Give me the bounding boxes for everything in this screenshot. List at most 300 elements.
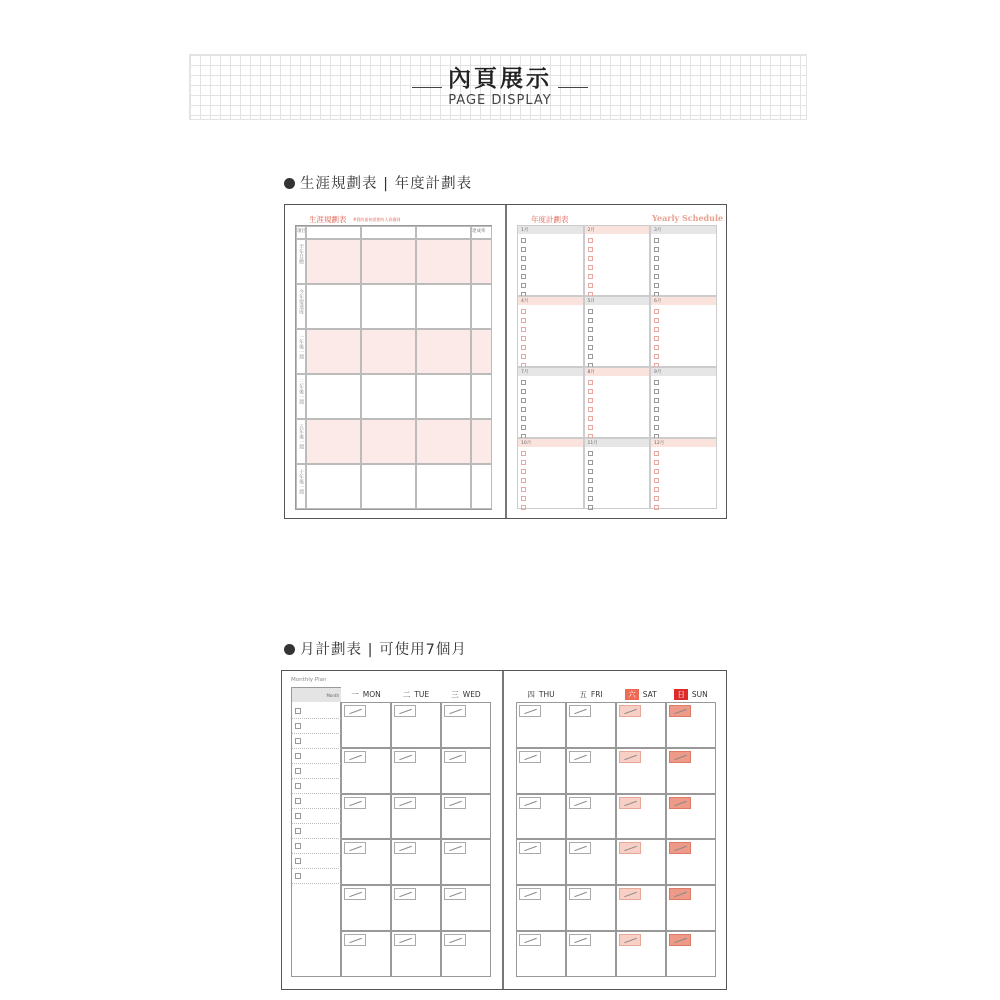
career-row-label [296,284,306,329]
calendar-cell [566,702,616,748]
calendar-cell [566,839,616,885]
section-monthly-label [284,638,467,659]
career-item-header: 項目 [297,229,306,234]
date-box [569,751,591,763]
monthly-title: Monthly Plan [291,677,327,683]
checkbox-icon [521,380,526,385]
date-box [619,705,641,717]
checkbox-icon [295,813,301,819]
day-zh: 一 [351,690,359,699]
calendar-cell [616,702,666,748]
calendar-cell [391,748,441,794]
checkbox-icon [588,389,593,394]
calendar-cell [666,794,716,840]
bullet-dot-icon [284,644,295,655]
date-box [519,888,541,900]
month-block [517,438,584,509]
career-cell [471,329,492,374]
calendar-cell [341,794,391,840]
todo-line [292,778,341,779]
calendar-cell [666,931,716,977]
date-box [519,751,541,763]
day-header [666,687,716,702]
career-row-text: 十年後一週 [298,469,304,494]
month-block [650,438,717,509]
date-box [394,842,416,854]
month-label: 8月 [587,370,595,375]
date-box [444,751,466,763]
checkbox-icon [295,798,301,804]
checkbox-icon [521,354,526,359]
checkbox-icon [521,345,526,350]
calendar-left [341,687,491,977]
checkbox-icon [654,327,659,332]
month-label: 2月 [587,228,595,233]
date-box [344,751,366,763]
todo-line [292,808,341,809]
checkbox-icon [521,238,526,243]
checkbox-icon [521,274,526,279]
checkbox-icon [588,318,593,323]
calendar-cell [566,931,616,977]
book-spine [505,205,507,518]
date-box [619,934,641,946]
month-header [585,226,650,234]
checkbox-icon [654,407,659,412]
date-box [569,842,591,854]
checkbox-icon [654,505,659,510]
month-block [517,367,584,438]
book-spine [502,671,504,989]
checkbox-icon [295,768,301,774]
career-row-label [296,374,306,419]
date-box [344,797,366,809]
todo-line [292,838,341,839]
date-box [669,705,691,717]
date-box [669,888,691,900]
checkbox-icon [588,451,593,456]
day-en: TUE [414,690,430,699]
date-box [444,888,466,900]
career-cell [416,374,471,419]
month-header [585,368,650,376]
calendar-cell [391,931,441,977]
checkbox-icon [588,327,593,332]
calendar-cell [341,748,391,794]
checkbox-icon [295,753,301,759]
date-box [519,842,541,854]
calendar-cell [616,839,666,885]
yearly-grid [517,225,717,510]
date-box [669,797,691,809]
career-cell [416,464,471,509]
checkbox-icon [654,380,659,385]
checkbox-icon [588,247,593,252]
day-en: FRI [590,690,603,699]
career-cell [361,284,416,329]
date-box [569,797,591,809]
checkbox-icon [654,238,659,243]
day-zh: 四 [527,690,535,699]
checkbox-icon [521,496,526,501]
checkbox-icon [521,487,526,492]
career-row-text: 一年後一週 [298,334,304,359]
checkbox-icon [295,873,301,879]
calendar-cell [341,885,391,931]
month-header [585,297,650,305]
career-rate-header: 達成率 [472,229,486,234]
date-box [569,888,591,900]
checkbox-icon [521,451,526,456]
month-label-cell [292,688,341,702]
month-header [518,226,583,234]
month-label: 5月 [587,299,595,304]
date-box [669,751,691,763]
month-label: 7月 [521,370,529,375]
checkbox-icon [654,487,659,492]
yearly-title-en: Yearly Schedule [652,213,724,223]
checkbox-icon [295,783,301,789]
career-row-text: 半年目標 [298,244,304,264]
checkbox-icon [588,354,593,359]
career-row-label [296,239,306,284]
checkbox-icon [588,398,593,403]
checkbox-icon [588,309,593,314]
checkbox-icon [295,738,301,744]
career-row-label [296,464,306,509]
checkbox-icon [521,398,526,403]
page-title [0,60,1000,93]
career-title: 生涯規劃表 [309,215,347,224]
checkbox-icon [588,496,593,501]
month-block [517,296,584,367]
career-cell [361,419,416,464]
checkbox-icon [588,487,593,492]
calendar-cell [341,931,391,977]
career-row-text: 今年要達成 [298,289,304,314]
date-box [394,797,416,809]
career-cell [416,329,471,374]
checkbox-icon [654,345,659,350]
month-label: 11月 [587,441,598,446]
date-box [619,842,641,854]
career-row-text: 五年後一週 [298,424,304,449]
career-cell [306,284,361,329]
career-header-cell [471,226,492,239]
checkbox-icon [521,256,526,261]
checkbox-icon [588,460,593,465]
calendar-cell [616,931,666,977]
calendar-cell [666,748,716,794]
checkbox-icon [521,247,526,252]
calendar-cell [441,931,491,977]
checkbox-icon [521,478,526,483]
month-block [584,225,651,296]
calendar-cell [516,748,566,794]
checkbox-icon [295,708,301,714]
checkbox-icon [654,256,659,261]
checkbox-icon [588,478,593,483]
career-header-cell [361,226,416,239]
date-box [344,888,366,900]
checkbox-icon [654,265,659,270]
day-header [341,687,391,702]
date-box [394,934,416,946]
checkbox-icon [521,425,526,430]
career-header-cell [296,226,306,239]
career-cell [416,419,471,464]
calendar-cell [441,885,491,931]
career-cell [471,464,492,509]
checkbox-icon [521,505,526,510]
day-zh: 五 [579,690,587,699]
date-box [394,888,416,900]
checkbox-icon [588,380,593,385]
day-zh: 六 [625,689,639,700]
date-box [619,797,641,809]
date-box [569,705,591,717]
todo-line [292,763,341,764]
checkbox-icon [521,309,526,314]
career-yearly-spread [284,204,727,519]
checkbox-icon [521,265,526,270]
calendar-cell [566,748,616,794]
calendar-cell [616,748,666,794]
career-cell [471,419,492,464]
calendar-right [516,687,716,977]
career-cell [416,239,471,284]
day-zh: 二 [402,690,411,699]
calendar-cell [516,839,566,885]
todo-line [292,748,341,749]
calendar-cell [391,794,441,840]
career-cell [361,374,416,419]
calendar-cell [616,885,666,931]
title-dash-left [412,87,442,88]
career-cell [416,284,471,329]
month-block [517,225,584,296]
calendar-cell [341,702,391,748]
day-en: SUN [691,690,708,699]
day-header [441,687,491,702]
date-box [344,934,366,946]
date-box [344,705,366,717]
section-career-text: 生涯規劃表 | 年度計劃表 [300,176,473,192]
calendar-cell [391,839,441,885]
month-label: 6月 [654,299,662,304]
checkbox-icon [521,318,526,323]
month-header [518,368,583,376]
calendar-cell [516,931,566,977]
calendar-cell [516,794,566,840]
month-label: 1月 [521,228,529,233]
day-header [616,687,666,702]
calendar-cell [391,702,441,748]
date-box [519,934,541,946]
checkbox-icon [654,336,659,341]
checkbox-icon [521,407,526,412]
checkbox-icon [654,496,659,501]
date-box [669,842,691,854]
checkbox-icon [588,425,593,430]
date-box [444,705,466,717]
monthly-spread [281,670,727,990]
checkbox-icon [654,318,659,323]
todo-line [292,853,341,854]
title-dash-right [558,87,588,88]
checkbox-icon [588,274,593,279]
calendar-cell [566,885,616,931]
career-row-text: 三年後一週 [298,379,304,404]
month-label: 12月 [654,441,665,446]
month-label: Month [326,693,339,698]
calendar-cell [341,839,391,885]
checkbox-icon [654,451,659,456]
section-career-label [284,172,472,193]
career-subtitle: #寫的最初就要的人真做到 [353,217,401,222]
checkbox-icon [654,469,659,474]
checkbox-icon [588,238,593,243]
checkbox-icon [588,265,593,270]
page-subtitle: PAGE DISPLAY [448,93,552,108]
checkbox-icon [295,858,301,864]
calendar-cell [666,839,716,885]
checkbox-icon [654,416,659,421]
checkbox-icon [588,283,593,288]
section-monthly-text: 月計劃表 | 可使用7個月 [300,642,467,658]
checkbox-icon [654,478,659,483]
todo-line [292,793,341,794]
checkbox-icon [295,843,301,849]
checkbox-icon [588,505,593,510]
month-header [651,368,716,376]
date-box [394,705,416,717]
calendar-cell [516,702,566,748]
page-title-zh: 內頁展示 [448,66,552,92]
month-block [650,367,717,438]
career-cell [361,464,416,509]
career-header-cell [416,226,471,239]
checkbox-icon [521,460,526,465]
date-box [619,751,641,763]
todo-line [292,733,341,734]
month-header [518,297,583,305]
checkbox-icon [588,469,593,474]
month-block [584,438,651,509]
career-cell [306,464,361,509]
checkbox-icon [654,460,659,465]
todo-line [292,883,341,884]
checkbox-icon [654,425,659,430]
calendar-cell [666,702,716,748]
calendar-cell [516,885,566,931]
career-cell [361,329,416,374]
career-table [295,225,492,510]
calendar-cell [666,885,716,931]
date-box [519,705,541,717]
checkbox-icon [521,389,526,394]
month-block [584,296,651,367]
date-box [669,934,691,946]
checkbox-icon [588,345,593,350]
month-block [650,296,717,367]
calendar-cell [391,885,441,931]
day-en: SAT [642,690,657,699]
checkbox-icon [588,407,593,412]
month-block [650,225,717,296]
checkbox-icon [654,274,659,279]
month-header [651,297,716,305]
date-box [394,751,416,763]
career-cell [306,374,361,419]
career-cell [306,329,361,374]
date-box [344,842,366,854]
date-box [619,888,641,900]
month-label: 10月 [521,441,532,446]
checkbox-icon [295,723,301,729]
day-header [566,687,616,702]
calendar-cell [441,794,491,840]
career-row-label [296,329,306,374]
month-header [651,439,716,447]
date-box [519,797,541,809]
checkbox-icon [654,309,659,314]
career-cell [471,239,492,284]
checkbox-icon [654,398,659,403]
month-label: 9月 [654,370,662,375]
calendar-cell [441,839,491,885]
career-cell [471,284,492,329]
month-block [584,367,651,438]
checkbox-icon [654,389,659,394]
yearly-title: 年度計劃表 [531,215,569,224]
checkbox-icon [588,336,593,341]
calendar-cell [441,702,491,748]
monthly-todo-column [291,687,341,977]
day-zh: 三 [451,690,459,699]
calendar-cell [616,794,666,840]
career-cell [306,419,361,464]
todo-line [292,823,341,824]
career-cell [361,239,416,284]
day-en: WED [462,690,481,699]
career-cell [471,374,492,419]
month-header [651,226,716,234]
checkbox-icon [654,283,659,288]
day-en: THU [538,690,555,699]
day-header [391,687,441,702]
todo-line [292,718,341,719]
date-box [569,934,591,946]
bullet-dot-icon [284,178,295,189]
checkbox-icon [588,256,593,261]
checkbox-icon [295,828,301,834]
month-label: 4月 [521,299,529,304]
career-header-cell [306,226,361,239]
checkbox-icon [654,354,659,359]
date-box [444,934,466,946]
checkbox-icon [521,416,526,421]
month-header [585,439,650,447]
date-box [444,842,466,854]
calendar-cell [441,748,491,794]
day-zh: 日 [674,689,688,700]
month-header [518,439,583,447]
career-cell [306,239,361,284]
career-row-label [296,419,306,464]
calendar-cell [566,794,616,840]
date-box [444,797,466,809]
